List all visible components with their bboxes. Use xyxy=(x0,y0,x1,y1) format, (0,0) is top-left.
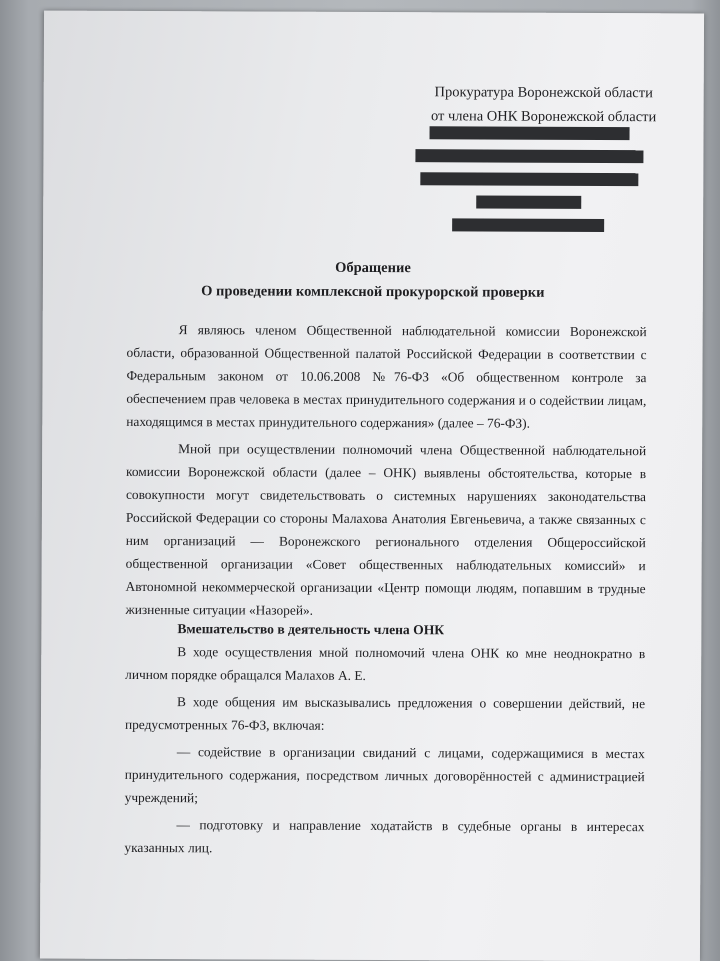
section-heading: Вмешательство в деятельность члена ОНК xyxy=(177,621,445,638)
paragraph: — содействие в организации свиданий с лицами, содержащимися в местах принудительного содержания, посредством личных договорённостей с администрацией учреждений; xyxy=(124,744,645,806)
paragraph: В ходе общения им высказывались предложения о совершении действий, не предусмотренных 76-ФЗ, включая: xyxy=(124,694,646,733)
paragraph: В ходе осуществления мной полномочий члена ОНК ко мне неоднократно в личном порядке обращался Малахов А. Е. xyxy=(125,644,646,683)
paragraph: Мной при осуществлении полномочий члена Общественной наблюдательной комиссии Воронежской области (далее – ОНК) выявлены обстоятельства, которые в совокупности могут свидетельствовать о системных нарушениях законодательства Российской Федерации со стороны Малахова Анатолия Евгеньевича, а также связанных с ним организаций — Воронежского регионального отделения Общероссийской общественной организации «Совет общественных наблюдательных комиссий» и Автономной некоммерческой организации «Центр помощи людям, попавшим в трудные жизненные ситуации «Назорей». xyxy=(125,441,647,618)
document-subtitle: О проведении комплексной прокурорской проверки xyxy=(201,283,545,301)
addressee-line: Прокуратура Воронежской области xyxy=(434,84,653,102)
section-text xyxy=(124,617,645,861)
paragraph: — подготовку и направление ходатайств в судебные органы в интересах указанных лиц. xyxy=(124,817,645,856)
redaction-bar xyxy=(430,126,630,140)
document-page xyxy=(40,11,704,961)
document-title: Обращение xyxy=(335,259,411,277)
redaction-bar xyxy=(415,149,643,163)
sender-line: от члена ОНК Воронежской области xyxy=(430,108,657,126)
redaction-bar xyxy=(452,218,604,232)
redaction-bar xyxy=(476,195,581,208)
addressee-block xyxy=(424,80,664,129)
intro-text xyxy=(125,318,646,623)
redaction-bar xyxy=(420,172,638,186)
paragraph: Я являюсь членом Общественной наблюдательной комиссии Воронежской области, образованной Общественной палатой Российской Федерации в соответствии с Федеральным законом от 10.06.2008 №76-ФЗ «Об общественном контроле за обеспечением прав человека в местах принудительного содержания и о содействии лицам, находящимся в местах принудительного содержания» (далее – 76-ФЗ). xyxy=(126,322,647,431)
